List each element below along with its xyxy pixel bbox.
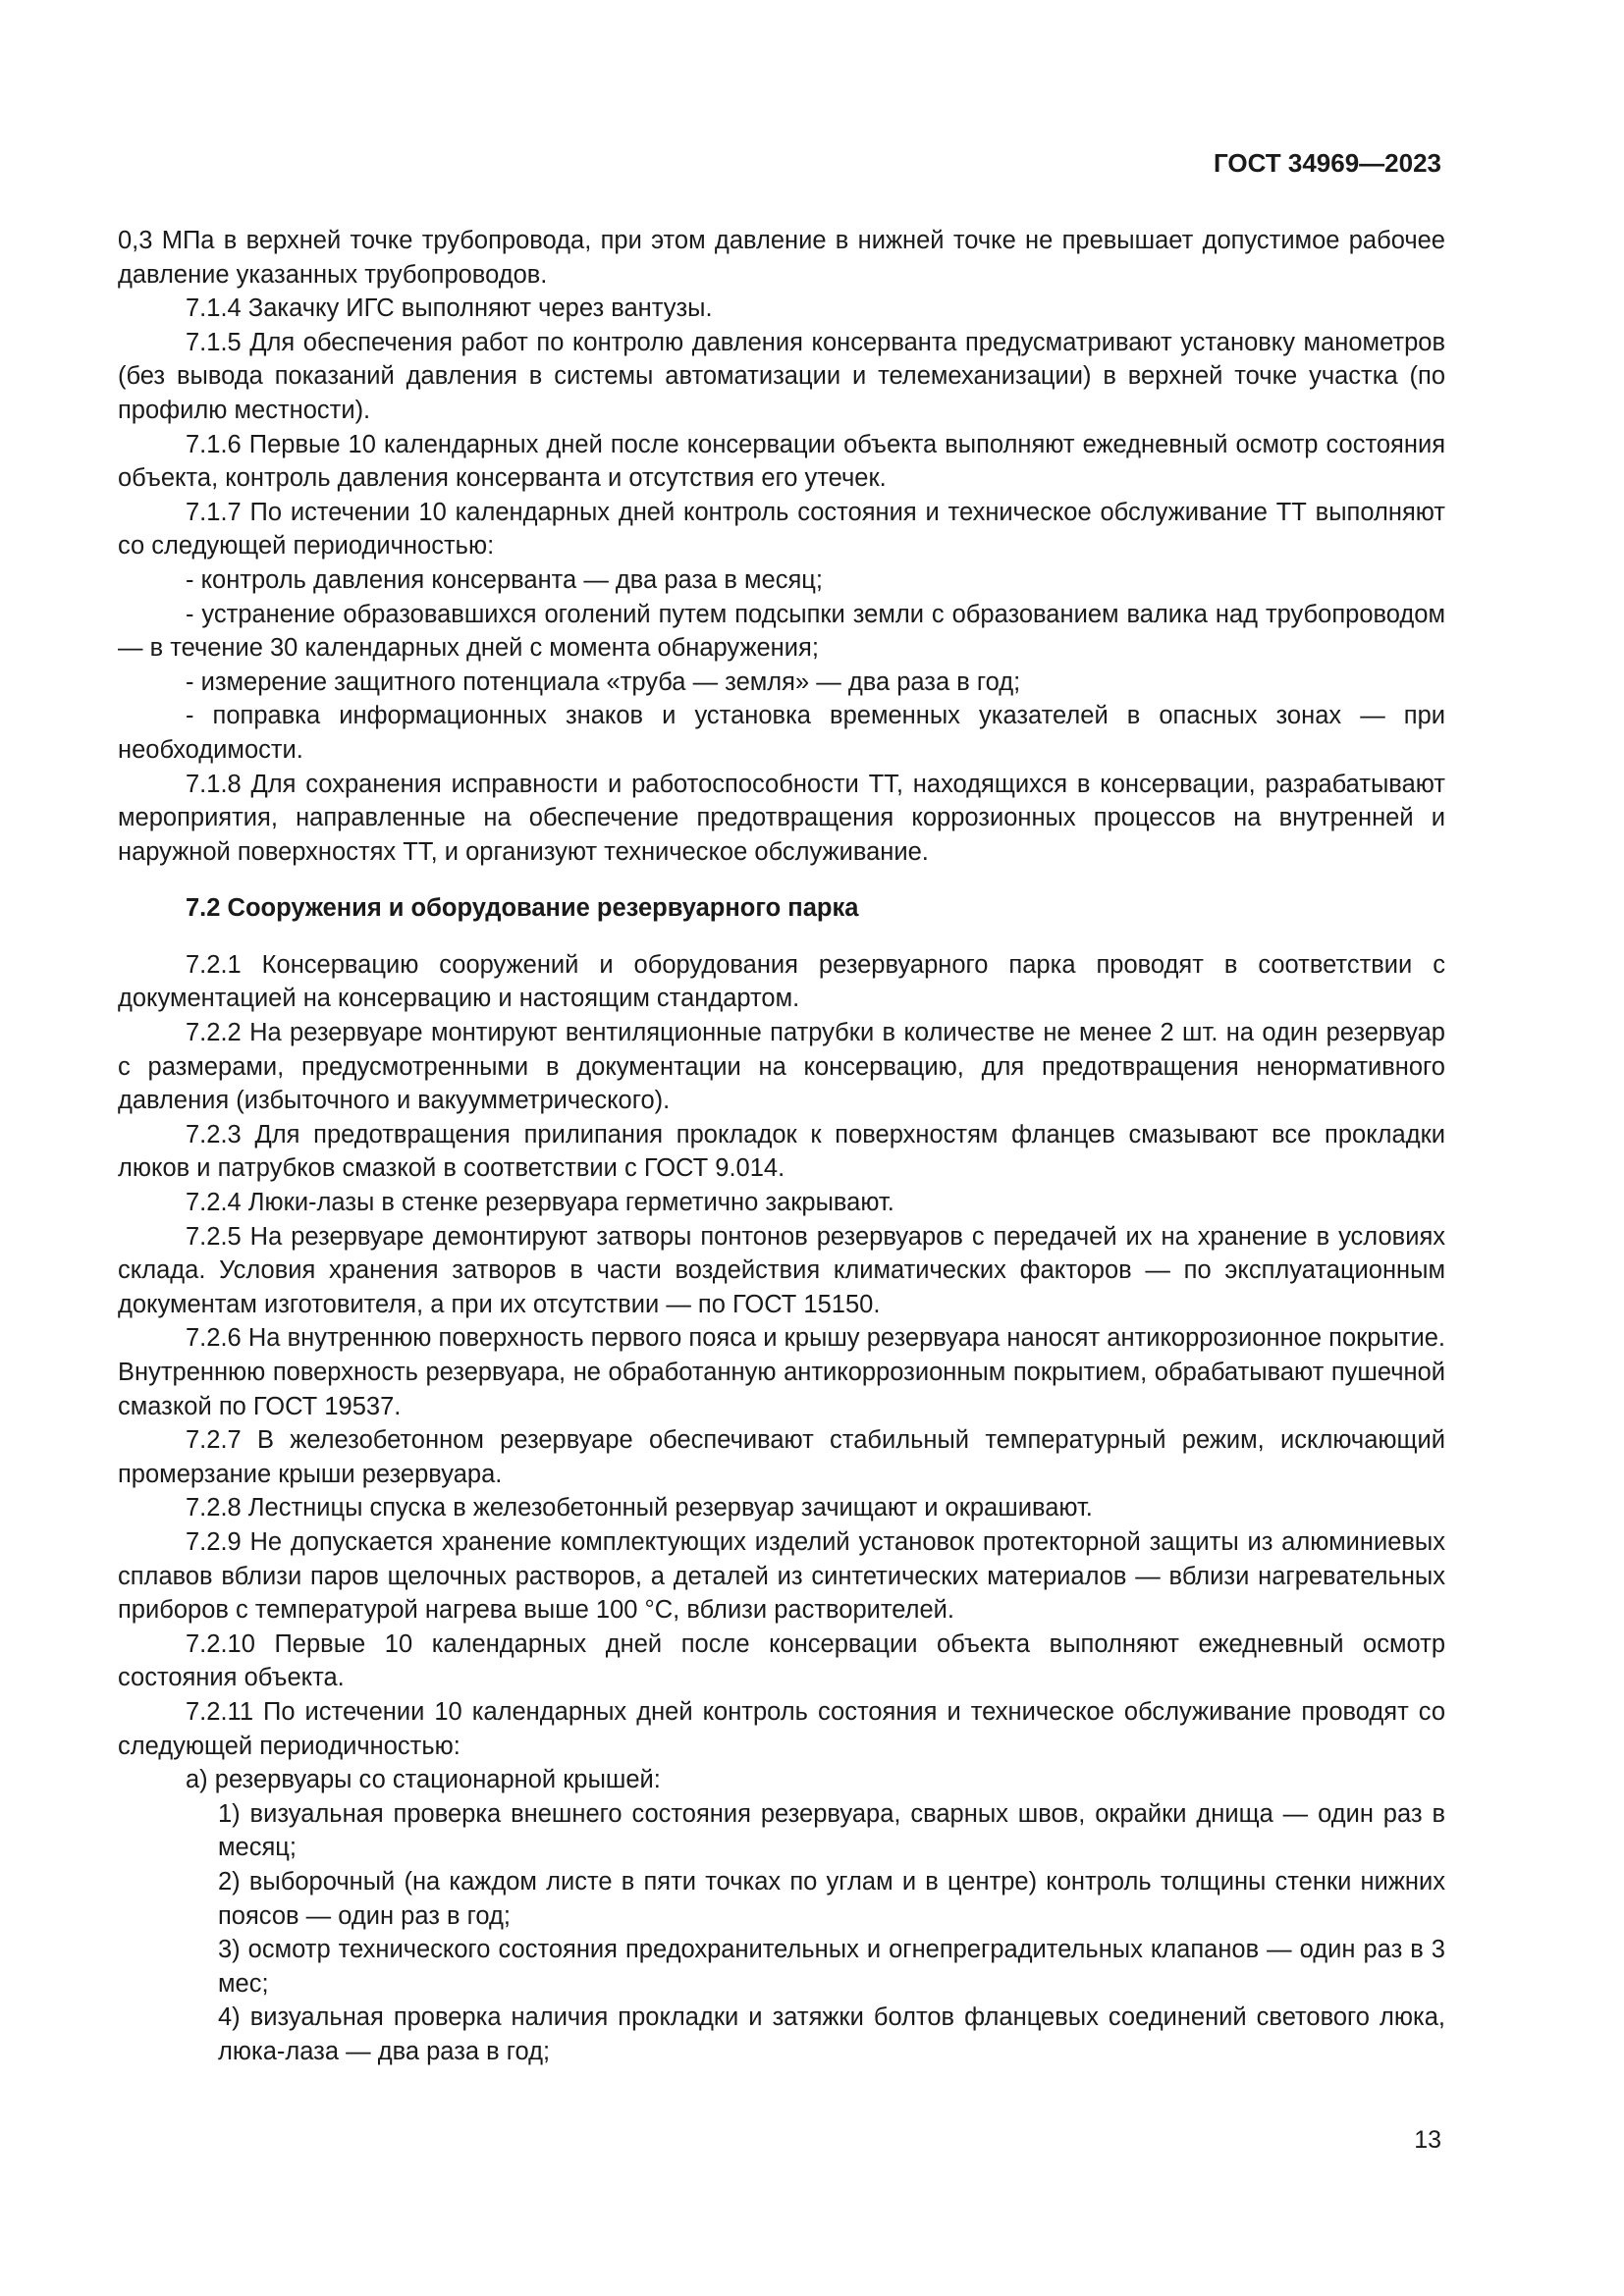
section-heading-7-2: 7.2 Сооружения и оборудование резервуарного парка: [186, 894, 859, 923]
list-item-dash: - измерение защитного потенциала «труба — земля» — два раза в год;: [186, 667, 1021, 696]
paragraph-7-2-2: 7.2.2 На резервуаре монтируют вентиляционные патрубки в количестве не менее 2 шт. на один резервуар с размерами, предусмотренными в документации на консервацию, для предотвращения ненормативного давления (избыточного и вакуумметрического).: [118, 1019, 1445, 1115]
list-item-numbered: 4) визуальная проверка наличия прокладки и затяжки болтов фланцевых соединений светового люка, люка-лаза — два раза в год;: [218, 2003, 1445, 2065]
paragraph-7-1-5: 7.1.5 Для обеспечения работ по контролю давления консерванта предусматривают установку манометров (без вывода показаний давления в системы автоматизации и телемеханизации) в верхней точке участка (по профилю местности).: [118, 328, 1445, 424]
paragraph-7-1-8: 7.1.8 Для сохранения исправности и работоспособности ТТ, находящихся в консервации, разрабатывают мероприятия, направленные на обеспечение предотвращения коррозионных процессов на внутренней и наружной поверхностях ТТ, и организуют техническое обслуживание.: [118, 770, 1445, 866]
paragraph-7-2-11: 7.2.11 По истечении 10 календарных дней контроль состояния и техническое обслуживание проводят со следующей периодичностью:: [118, 1697, 1445, 1760]
paragraph-7-2-6: 7.2.6 На внутреннюю поверхность первого пояса и крышу резервуара наносят антикоррозионное покрытие. Внутреннюю поверхность резервуара, не обработанную антикоррозионным покрытием, обрабатывают пушечной смазкой по ГОСТ 19537.: [118, 1324, 1445, 1420]
paragraph-7-2-4: 7.2.4 Люки-лазы в стенке резервуара герметично закрывают.: [186, 1189, 894, 1217]
paragraph-7-1-7: 7.1.7 По истечении 10 календарных дней контроль состояния и техническое обслуживание ТТ выполняют со следующей периодичностью:: [118, 498, 1445, 561]
paragraph-7-1-4: 7.1.4 Закачку ИГС выполняют через вантузы.: [186, 294, 713, 323]
list-item-numbered: 3) осмотр технического состояния предохранительных и огнепреградительных клапанов — один раз в 3 мес;: [218, 1936, 1445, 1998]
paragraph-7-2-7: 7.2.7 В железобетонном резервуаре обеспечивают стабильный температурный режим, исключающий промерзание крыши резервуара.: [118, 1426, 1445, 1488]
paragraph-7-2-9: 7.2.9 Не допускается хранение комплектующих изделий установок протекторной защиты из алюминиевых сплавов вблизи паров щелочных растворов, а деталей из синтетических материалов — вблизи нагревательных приборов с температурой нагрева выше 100 °С, вблизи растворителей.: [118, 1527, 1445, 1625]
list-item-numbered: 2) выборочный (на каждом листе в пяти точках по углам и в центре) контроль толщины стенки нижних поясов — один раз в год;: [218, 1867, 1445, 1930]
paragraph-7-2-8: 7.2.8 Лестницы спуска в железобетонный резервуар зачищают и окрашивают.: [186, 1494, 1093, 1522]
page-number: 13: [1414, 2126, 1441, 2154]
document-body: [118, 224, 1445, 2068]
list-item-letter: а) резервуары со стационарной крышей:: [186, 1766, 661, 1794]
paragraph-7-2-5: 7.2.5 На резервуаре демонтируют затворы понтонов резервуаров с передачей их на хранение в условиях склада. Условия хранения затворов в части воздействия климатических факторов — по эксплуатационным документам изготовителя, а при их отсутствии — по ГОСТ 15150.: [118, 1222, 1445, 1318]
paragraph: 0,3 МПа в верхней точке трубопровода, при этом давление в нижней точке не превышает допустимое рабочее давление указанных трубопроводов.: [118, 227, 1445, 289]
paragraph-7-1-6: 7.1.6 Первые 10 календарных дней после консервации объекта выполняют ежедневный осмотр состояния объекта, контроль давления консерванта и отсутствия его утечек.: [118, 430, 1445, 493]
list-item-dash: - поправка информационных знаков и установка временных указателей в опасных зонах — при необходимости.: [118, 702, 1445, 764]
paragraph-7-2-1: 7.2.1 Консервацию сооружений и оборудования резервуарного парка проводят в соответствии с документацией на консервацию и настоящим стандартом.: [118, 950, 1445, 1013]
list-item-numbered: 1) визуальная проверка внешнего состояния резервуара, сварных швов, окрайки днища — один раз в месяц;: [218, 1799, 1445, 1862]
list-item-dash: - устранение образовавшихся оголений путем подсыпки земли с образованием валика над трубопроводом — в течение 30 календарных дней с момента обнаружения;: [118, 600, 1445, 663]
paragraph-7-2-3: 7.2.3 Для предотвращения прилипания прокладок к поверхностям фланцев смазывают все прокладки люков и патрубков смазкой в соответствии с ГОСТ 9.014.: [118, 1120, 1445, 1183]
paragraph-7-2-10: 7.2.10 Первые 10 календарных дней после консервации объекта выполняют ежедневный осмотр состояния объекта.: [118, 1629, 1445, 1692]
list-item-dash: - контроль давления консерванта — два раза в месяц;: [186, 565, 823, 594]
document-header-id: ГОСТ 34969—2023: [1214, 148, 1441, 178]
